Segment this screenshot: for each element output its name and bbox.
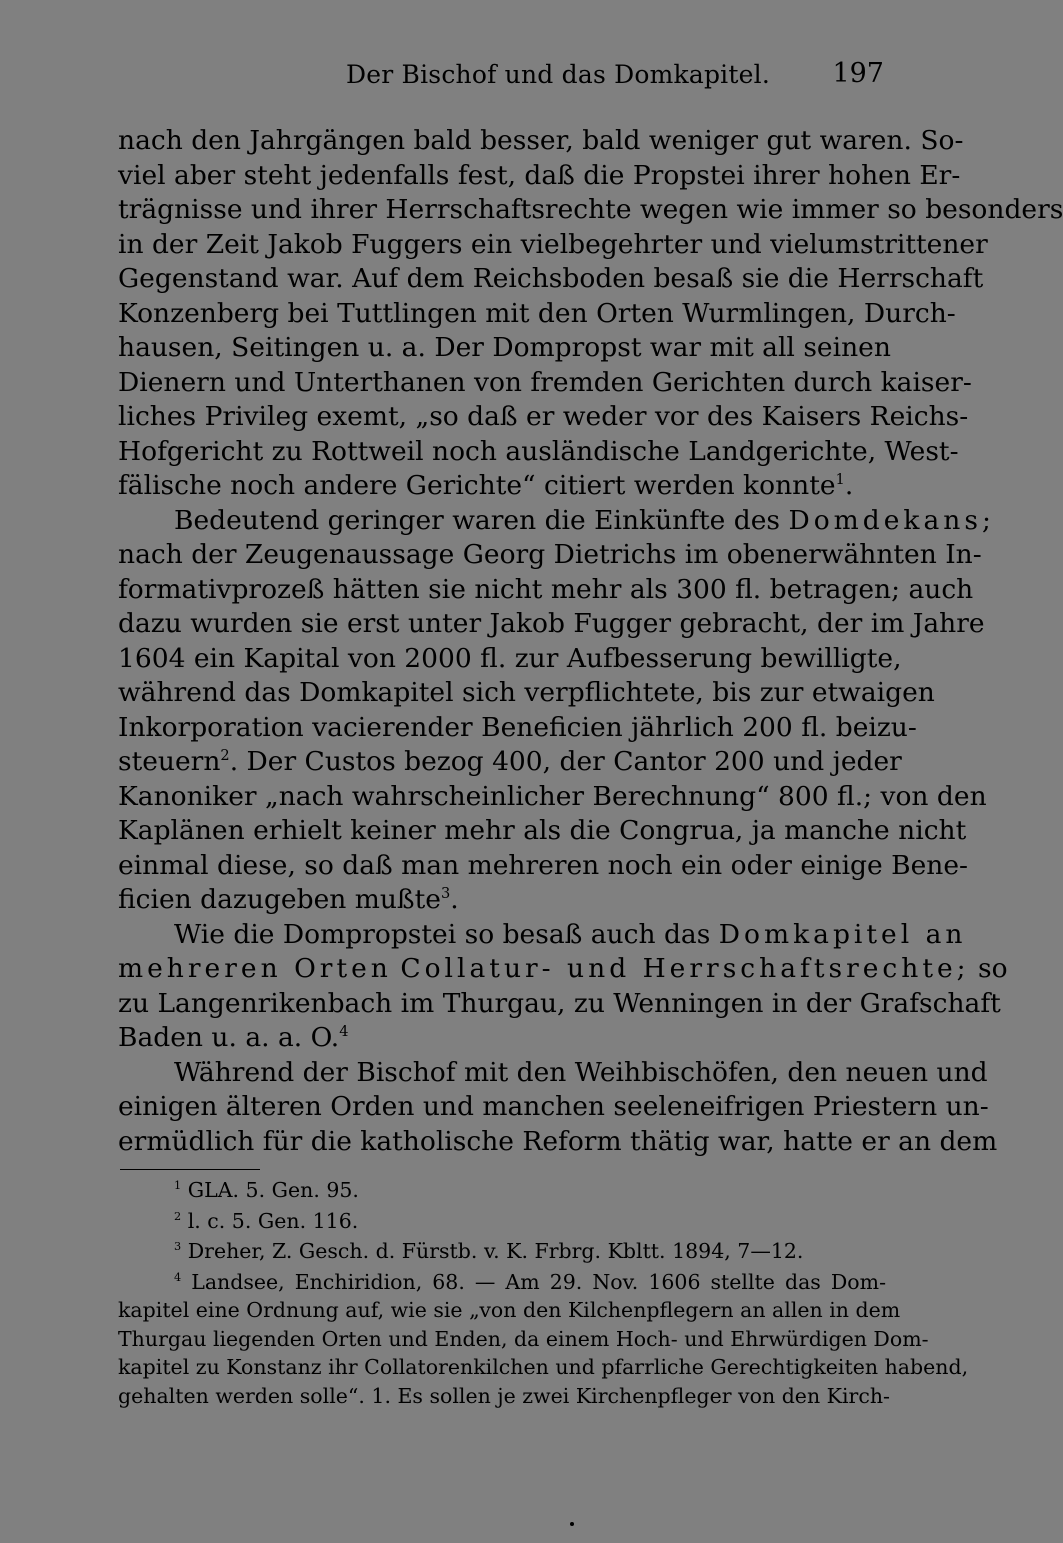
footnote-text: Dreher, Z. Gesch. d. Fürstb. v. K. Frbrg. Kbltt. 1894, 7—12. [187,1239,804,1263]
text-line [118,918,967,953]
text-line: Hofgericht zu Rottweil noch ausländische Landgerichte, West- [118,435,959,467]
footnote-ref[interactable]: 3 [440,885,451,903]
text-line: dazu wurden sie erst unter Jakob Fugger gebracht, der im Jahre [118,608,985,639]
footnote-number: 1 [174,1179,182,1193]
text-segment: so [978,953,1008,984]
footnote-number: 2 [174,1209,182,1223]
text-segment: . Der Custos bezog 400, der Cantor 200 und jeder [229,746,902,777]
text-line: trägnisse und ihrer Herrschaftsrechte wegen wie immer so besonders [118,194,1063,225]
footnote-line: kapitel eine Ordnung auf, wie sie „von den Kilchenpflegern an allen in dem [118,1298,901,1322]
text-line: einmal diese, so daß man mehreren noch ein oder einige Bene- [118,849,968,881]
running-title: Der Bischof und das Domkapitel. [346,60,770,89]
text-segment: Bedeutend geringer waren die Einkünfte des [174,504,781,536]
footnote [118,1268,969,1411]
footnote-line: kapitel zu Konstanz ihr Collatorenkilchen und pfarrliche Gerechtigkeiten habend, [118,1355,969,1379]
text-line: Gegenstand war. Auf dem Reichsboden besaß sie die Herrschaft [118,263,984,294]
text-line: ficien dazugeben mußte$^3$. [118,884,459,915]
footnote-line: gehalten werden solle“. 1. Es sollen je zwei Kirchenpfleger von den Kirch- [118,1383,890,1408]
footnote-line: Thurgau liegenden Orten und Enden, da einem Hoch- und Ehrwürdigen Dom- [118,1326,929,1351]
paragraph [118,504,995,918]
footnote-ref[interactable]: 1 [835,471,845,489]
text-line: zu Langenrikenbach im Thurgau, zu Wenningen in der Grafschaft [118,987,1001,1019]
text-line: liches Privileg exemt, „so daß er weder vor des Kaisers Reichs- [118,401,969,432]
footnote-line [118,1176,886,1205]
footnote-line [118,1237,886,1266]
text-line: Kanoniker „nach wahrscheinlicher Berechnung“ 800 fl.; von den [118,780,987,812]
emphasized-term: Domkapitel an [718,918,967,950]
text-line: einigen älteren Orden und manchen seeleneifrigen Priestern un- [118,1091,989,1122]
text-line [118,504,995,539]
text-line [118,1021,886,1056]
body-text [118,124,1063,1159]
running-header [118,58,886,98]
emphasized-term: Domdekans; [788,504,995,536]
emphasized-term: Collatur- und Herrschaftsrechte; [400,953,970,984]
page-number: 197 [832,58,884,89]
text-segment: Baden u. a. a. O. [118,1022,340,1053]
footnote [118,1237,886,1266]
footnote-line [118,1268,886,1297]
text-line: Kaplänen erhielt keiner mehr als die Congrua, ja manche nicht [118,815,967,846]
text-line: Konzenberg bei Tuttlingen mit den Orten Wurmlingen, Durch- [118,297,956,329]
footnote [118,1207,886,1236]
text-line [118,745,902,780]
paragraph [118,124,1063,504]
text-line [118,952,1008,987]
emphasized-term: mehreren Orten [118,953,392,984]
text-line: Während der Bischof mit den Weihbischöfen, den neuen und [174,1056,988,1088]
footnote-text: Landsee, Enchiridion, 68. — Am 29. Nov. 1606 stellte das Dom- [191,1269,886,1294]
footnote-separator [120,1169,260,1170]
footnote-ref[interactable]: 2 [220,747,230,765]
text-line: 1604 ein Kapital von 2000 fl. zur Aufbesserung bewilligte, [118,642,902,674]
text-segment: steuern [118,746,221,777]
text-line: hausen, Seitingen u. a. Der Dompropst war mit all seinen [118,332,891,363]
footnote-line [118,1207,886,1236]
footnote-number: 3 [174,1240,182,1254]
paragraph [118,918,1008,1056]
footnote-text: GLA. 5. Gen. 95. [187,1178,359,1202]
text-line: während das Domkapitel sich verpflichtete, bis zur etwaigen [118,677,935,708]
text-line: Inkorporation vacierender Beneficien jährlich 200 fl. beizu- [118,711,917,743]
print-speck [570,1522,574,1526]
text-line: fälische noch andere Gerichte“ citiert werden konnte$^1$. [118,470,854,501]
text-line: Dienern und Unterthanen von fremden Gerichten durch kaiser- [118,366,972,398]
text-line: nach der Zeugenaussage Georg Dietrichs im obenerwähnten In- [118,539,982,570]
text-segment: ficien dazugeben mußte [118,884,441,915]
text-line: formativprozeß hätten sie nicht mehr als 300 fl. betragen; auch [118,573,974,605]
text-line: ermüdlich für die katholische Reform thätig war, hatte er an dem [118,1125,998,1157]
footnote-number: 4 [174,1270,182,1284]
text-line: viel aber steht jedenfalls fest, daß die Propstei ihrer hohen Er- [118,159,961,191]
paragraph [118,1056,998,1160]
footnote-text: l. c. 5. Gen. 116. [187,1208,359,1233]
book-page [118,58,1063,1410]
text-line: in der Zeit Jakob Fuggers ein vielbegehrter und vielumstrittener [118,228,988,260]
footnote-ref[interactable]: 4 [339,1023,349,1041]
footnote [118,1176,886,1205]
text-segment: Wie die Dompropstei so besaß auch das [174,918,711,950]
text-line: nach den Jahrgängen bald besser, bald weniger gut waren. So- [118,125,964,156]
text-segment: fälische noch andere Gerichte“ citiert werden konnte [118,470,836,501]
footnotes [118,1176,969,1410]
